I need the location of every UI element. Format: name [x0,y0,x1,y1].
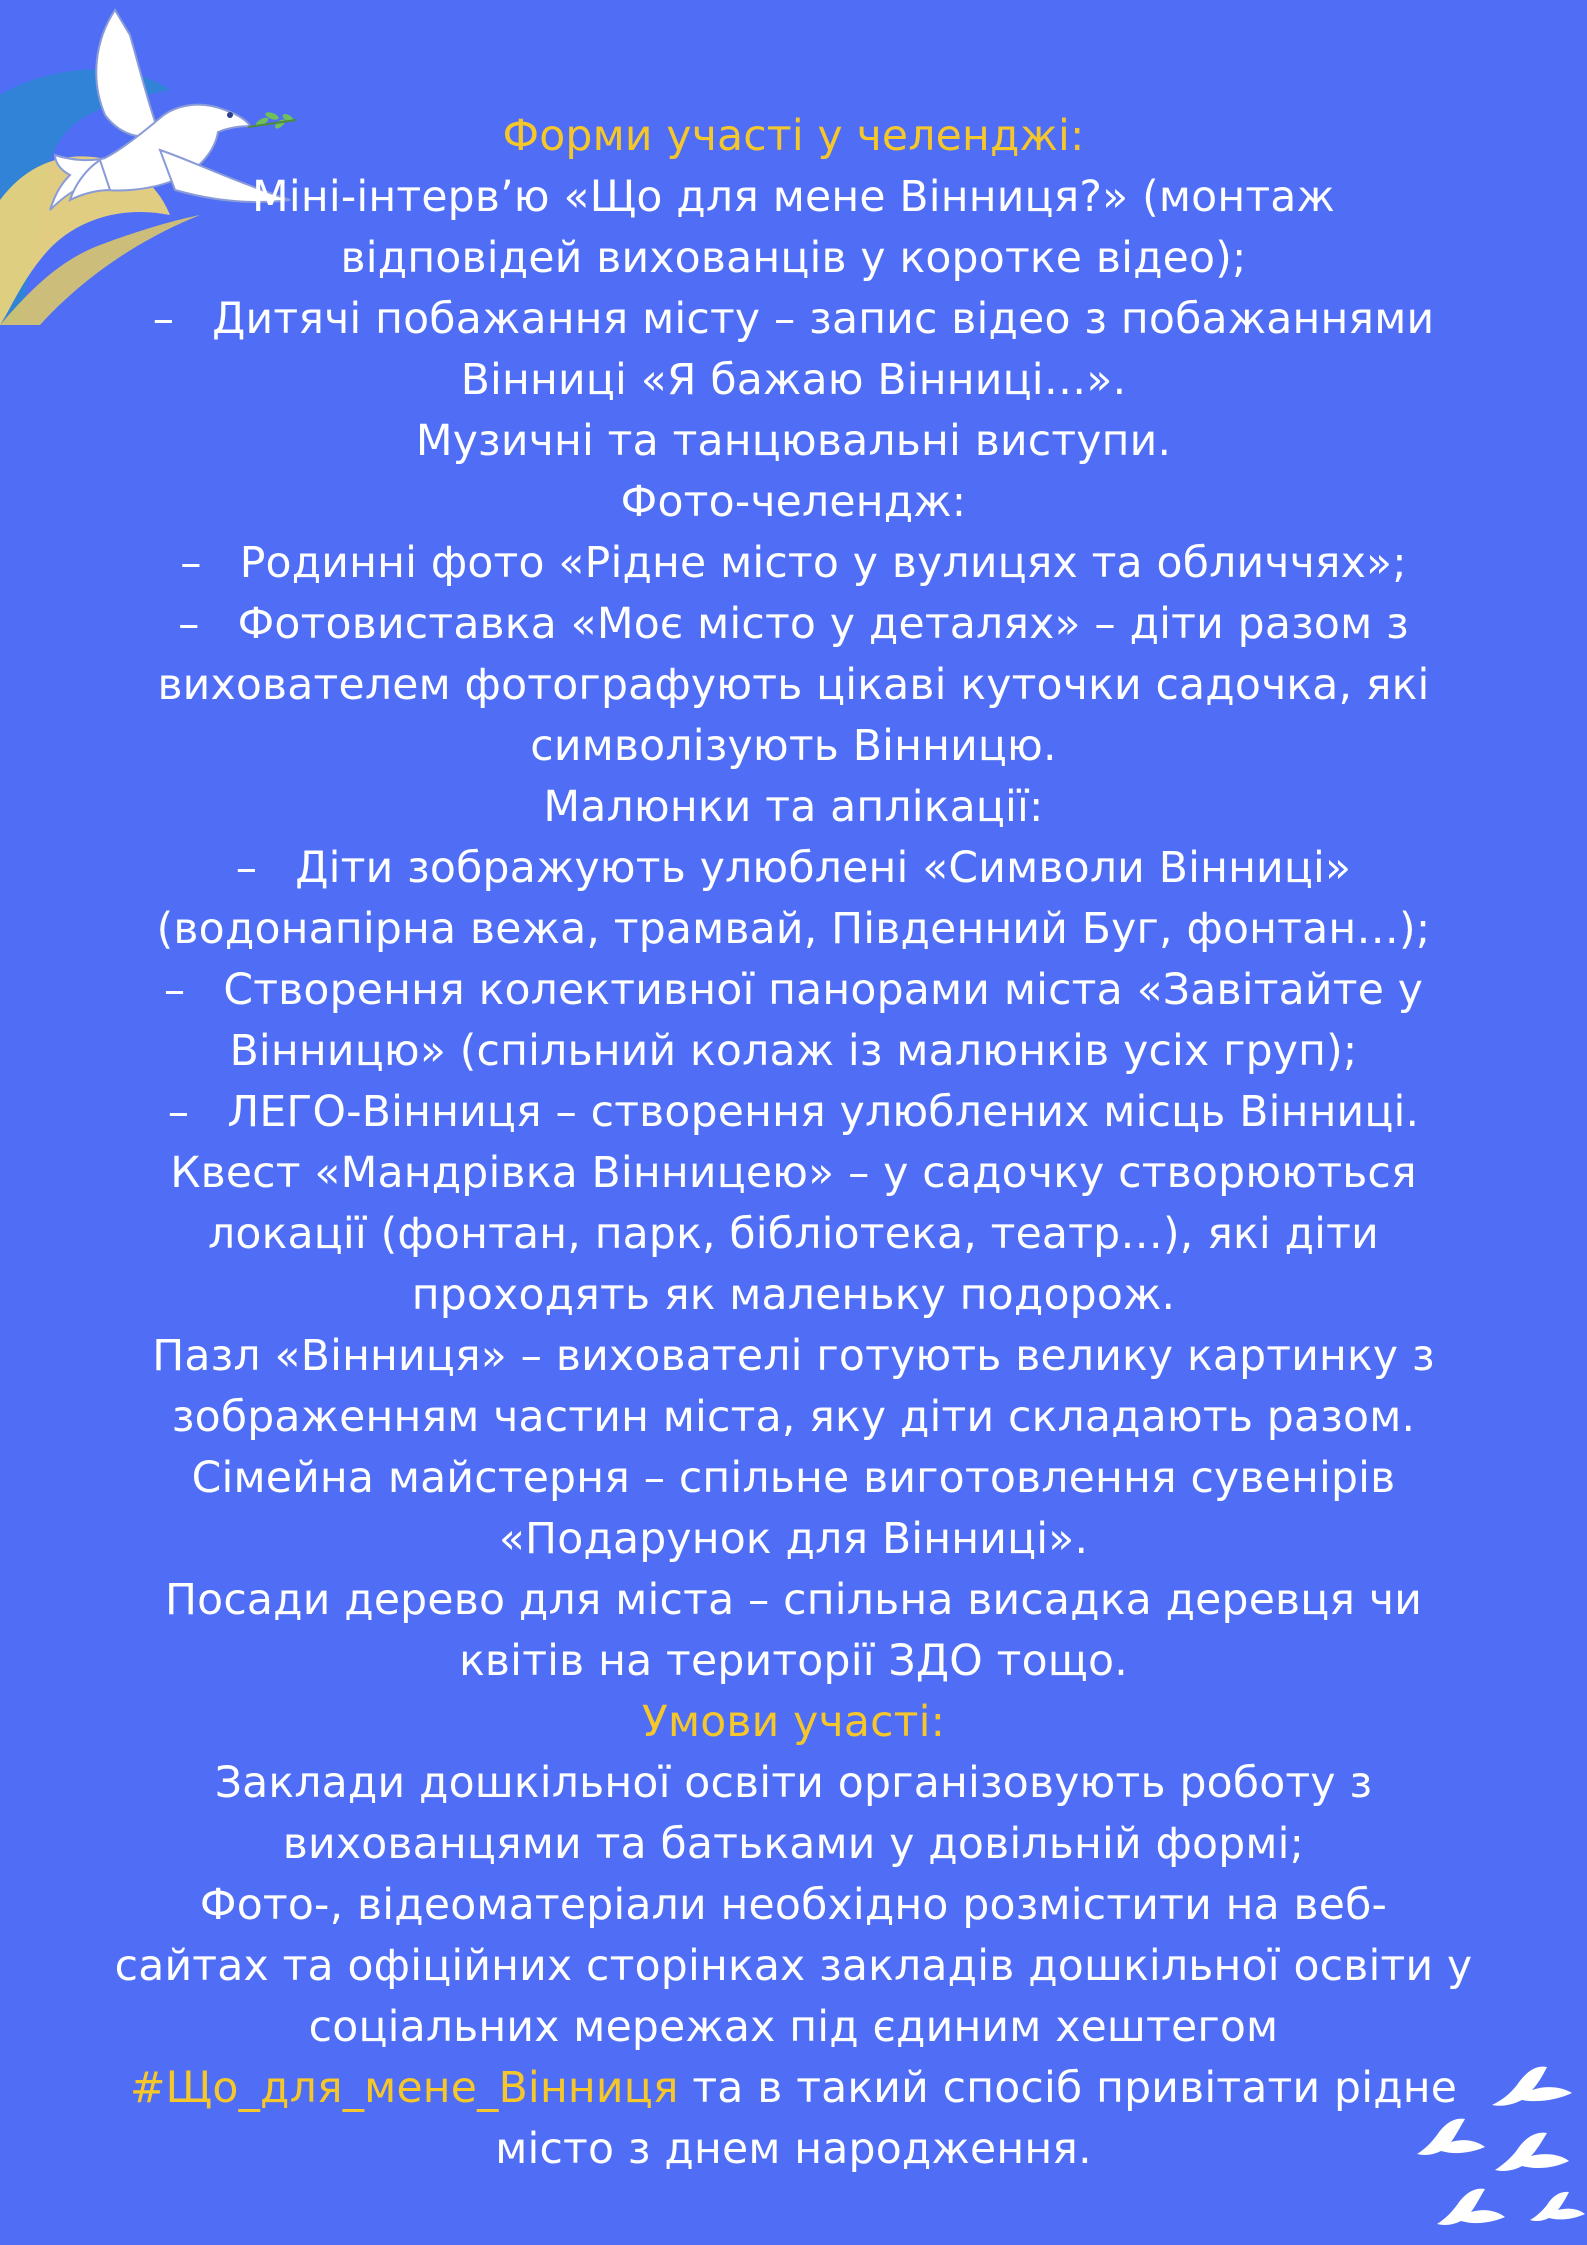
text-line [80,1631,1507,1692]
dash-marker: – [152,295,175,344]
line-text: Фотовиставка «Моє місто у деталях» – діти разом з [237,600,1409,649]
condition-line: Фото-, відеоматеріали необхідно розмістити на веб- [199,1881,1388,1930]
text-line [80,838,1507,899]
condition-line: сайтах та офіційних сторінках закладів дошкільної освіти у [114,1942,1473,1991]
text-line [80,472,1507,533]
condition-line: соціальних мережах під єдиним хештегом [308,2003,1279,2052]
text-line [80,1265,1507,1326]
text-line [80,1204,1507,1265]
line-text: (водонапірна вежа, трамвай, Південний Буг, фонтан…); [156,905,1431,954]
text-line [80,716,1507,777]
text-line [80,1143,1507,1204]
line-text: Діти зображують улюблені «Символи Вінниці» [295,844,1352,893]
heading-forms: Форми участі у челенджі: [502,112,1085,161]
heading-conditions: Умови участі: [641,1698,946,1747]
text-line [80,1387,1507,1448]
line-text: Сімейна майстерня – спільне виготовлення сувенірів [191,1454,1396,1503]
condition-line: вихованцями та батьками у довільній формі; [282,1820,1305,1869]
line-text: вихователем фотографують цікаві куточки садочка, які [157,661,1430,710]
text-line [80,167,1507,228]
text-line [80,411,1507,472]
final-line: місто з днем народження. [495,2125,1092,2174]
text-line [80,655,1507,716]
line-text: Малюнки та аплікації: [543,783,1044,832]
line-text: локації (фонтан, парк, бібліотека, театр…), які діти [208,1210,1379,1259]
line-text: Посади дерево для міста – спільна висадка деревця чи [164,1576,1423,1625]
document-body [80,106,1507,2180]
line-text: квітів на території ЗДО тощо. [459,1637,1128,1686]
line-text: проходять як маленьку подорож. [411,1271,1176,1320]
line-text: «Подарунок для Вінниці». [498,1515,1089,1564]
text-line [80,899,1507,960]
text-line [80,960,1507,1021]
line-text: Пазл «Вінниця» – вихователі готують велику картинку з [152,1332,1435,1381]
line-text: Створення колективної панорами міста «Завітайте у [223,966,1424,1015]
line-text: символізують Вінницю. [530,722,1057,771]
text-line [80,1448,1507,1509]
dash-marker: – [178,600,200,649]
text-line [80,289,1507,350]
dash-marker: – [163,966,186,1015]
line-text: Дитячі побажання місту – запис відео з побажаннями [212,295,1435,344]
text-line [80,1326,1507,1387]
line-text: Музичні та танцювальні виступи. [415,417,1172,466]
text-line [80,594,1507,655]
text-line [80,1509,1507,1570]
text-line [80,1021,1507,1082]
text-line [80,533,1507,594]
line-text: Фото-челендж: [620,478,967,527]
text-line [80,228,1507,289]
line-text: ЛЕГО-Вінниця – створення улюблених місць Вінниці. [227,1088,1420,1137]
text-line [80,1570,1507,1631]
text-line [80,1082,1507,1143]
conditions-list [80,1753,1507,2058]
hashtag-line [80,2058,1507,2119]
dash-marker: – [235,844,258,893]
condition-line: Заклади дошкільної освіти організовують роботу з [214,1759,1373,1808]
hashtag: #Що_для_мене_Вінниця [129,2064,679,2113]
line-text: Вінниці «Я бажаю Вінниці…». [460,356,1127,405]
text-line [80,777,1507,838]
line-text: Міні-інтерв’ю «Що для мене Вінниця?» (монтаж [251,173,1336,222]
line-text: Вінницю» (спільний колаж із малюнків усіх груп); [229,1027,1358,1076]
line-text: зображенням частин міста, яку діти складають разом. [171,1393,1416,1442]
line-text: відповідей вихованців у коротке відео); [340,234,1247,283]
text-line [80,350,1507,411]
dash-marker: – [167,1088,190,1137]
line-text: Квест «Мандрівка Вінницею» – у садочку створюються [170,1149,1417,1198]
hashtag-tail: та в такий спосіб привітати рідне [678,2064,1458,2113]
line-text: Родинні фото «Рідне місто у вулицях та обличчях»; [239,539,1407,588]
dash-marker: – [180,539,202,588]
forms-list [80,167,1507,1692]
